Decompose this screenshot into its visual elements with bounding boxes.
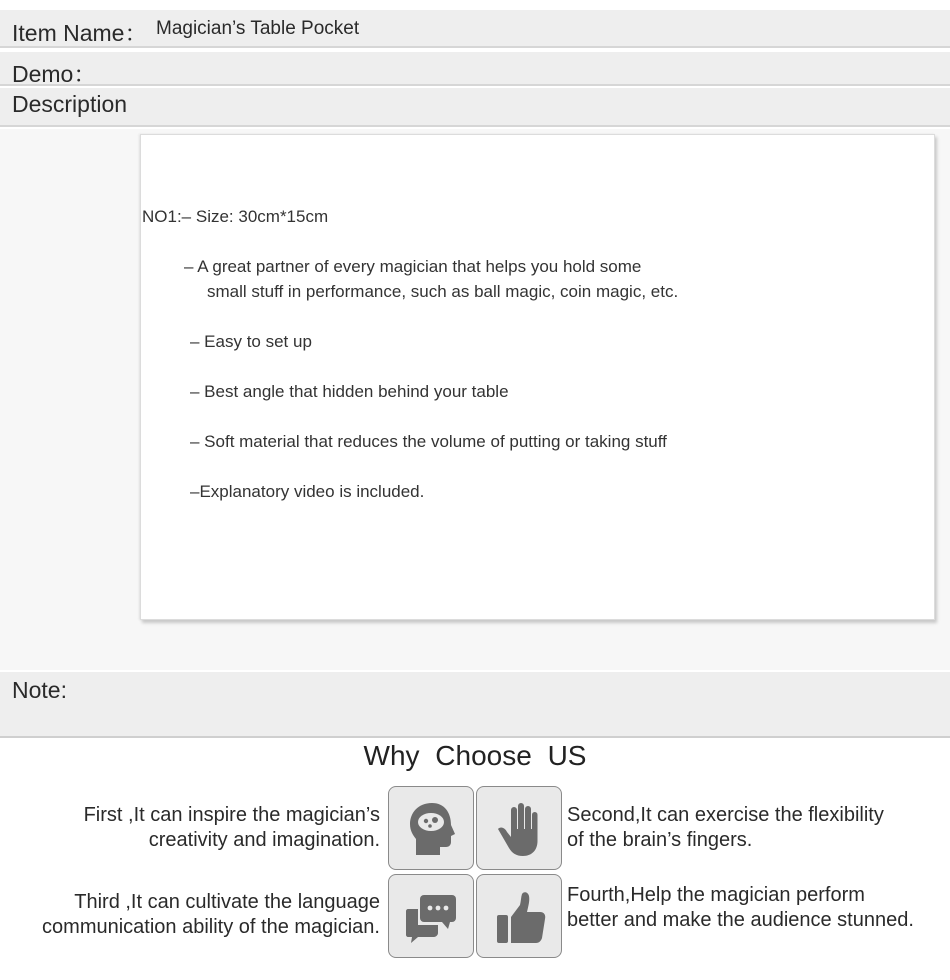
description-line: –Explanatory video is included.	[190, 482, 425, 501]
reason-line: of the brain’s fingers.	[567, 829, 753, 851]
brain-head-icon	[402, 799, 462, 859]
note-label: Note:	[12, 677, 67, 703]
demo-label: Demo：	[12, 61, 97, 87]
reason-first	[84, 803, 380, 853]
chat-bubbles-icon	[402, 887, 462, 947]
reason-third	[42, 890, 380, 940]
why-choose-title: Why Choose US	[363, 740, 587, 771]
description-line: – Soft material that reduces the volume of putting or taking stuff	[190, 432, 667, 451]
reason-line: better and make the audience stunned.	[567, 909, 914, 931]
reason-fourth	[567, 883, 914, 933]
description-card	[140, 134, 935, 620]
description-line: NO1:– Size: 30cm*15cm	[142, 207, 329, 226]
hand-icon-tile	[476, 786, 562, 870]
note-bar	[0, 672, 950, 738]
reason-line: First ,It can inspire the magician’s	[83, 804, 380, 826]
item-name-bar	[0, 10, 950, 48]
thumbs-up-icon-tile	[476, 874, 562, 958]
description-area	[0, 129, 950, 670]
description-line: – Easy to set up	[190, 332, 312, 351]
description-line: small stuff in performance, such as ball magic, coin magic, etc.	[207, 282, 679, 301]
reason-line: Fourth,Help the magician perform	[567, 884, 865, 906]
description-line: – A great partner of every magician that helps you hold some	[184, 257, 642, 276]
thumbs-up-icon	[490, 887, 550, 947]
reason-second	[567, 803, 884, 853]
chat-bubbles-icon-tile	[388, 874, 474, 958]
item-name-label: Item Name：	[12, 20, 148, 46]
hand-icon	[490, 799, 550, 859]
reason-line: communication ability of the magician.	[42, 916, 380, 938]
item-name-value: Magician’s Table Pocket	[156, 18, 360, 39]
reason-line: Third ,It can cultivate the language	[74, 891, 380, 913]
description-label: Description	[12, 91, 128, 117]
demo-bar	[0, 52, 950, 86]
description-bar	[0, 88, 950, 127]
reason-line: Second,It can exercise the flexibility	[567, 804, 884, 826]
brain-head-icon-tile	[388, 786, 474, 870]
description-line: – Best angle that hidden behind your table	[190, 382, 509, 401]
reason-line: creativity and imagination.	[148, 829, 380, 851]
